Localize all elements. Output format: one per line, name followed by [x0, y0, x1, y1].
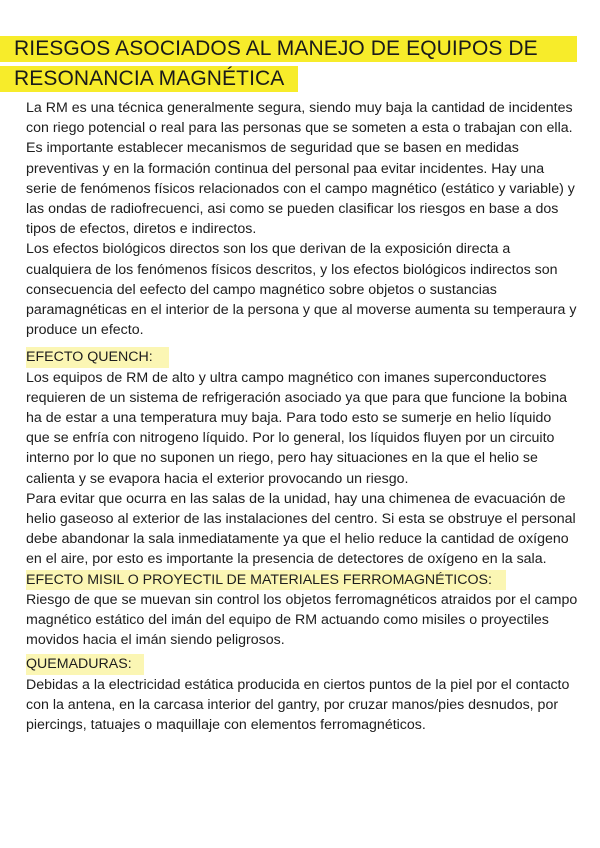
page-title-line-1 — [0, 36, 577, 62]
page-title-text-2: RESONANCIA MAGNÉTICA — [14, 67, 285, 90]
section-paragraph: Debidas a la electricidad estática producida en ciertos puntos de la piel por el contacto con la antena, en la carcasa interior del gantry, por cruzar manos/pies desnudos, por piercings, tatuajes o maquillaje con elementos ferromagnéticos. — [26, 676, 570, 734]
section-paragraph: Los equipos de RM de alto y ultra campo magnético con imanes superconductores requieren de un sistema de refrigeración asociado ya que para que funcione la bobina ha de estar a una temperatura muy baja. Para todo esto se sumerje en helio líquido que se enfría con nitrogeno líquido. Por lo general, los líquidos fluyen por un circuito interno por lo que no suponen un riego, pero hay situaciones en la que el helio se calienta y se evapora hacia el exterior provocando un riesgo. — [26, 369, 568, 487]
section-heading: QUEMADURAS: — [26, 654, 144, 674]
intro-paragraph: Los efectos biológicos directos son los que derivan de la exposición directa a cualquiera de los fenómenos físicos descritos, y los efectos biológicos indirectos son consecuencia del eefecto del campo magnético sobre objetos o sustancias paramagnéticas en el interior de la persona y que al moverse aumenta su temperaura y produce un efecto. — [26, 241, 577, 339]
section-misil — [26, 570, 578, 651]
page-title-line-2 — [0, 66, 298, 92]
section-paragraph: Para evitar que ocurra en las salas de la unidad, hay una chimenea de evacuación de helio gaseoso al exterior de las instalaciones del centro. Si esta se obstruye el personal debe abandonar la sala inmediatamente ya que el helio reduce la cantidad de oxígeno en el aire, por esto es importante la presencia de detectores de oxígeno en la sala. — [26, 490, 576, 568]
section-quench — [26, 340, 578, 569]
document-body — [26, 98, 578, 735]
section-quemaduras — [26, 654, 578, 735]
intro-paragraph: Es importante establecer mecanismos de seguridad que se basen en medidas preventivas y en la formación continua del personal paa evitar incidentes. Hay una serie de fenómenos físicos relacionados con el campo magnético (estático y variable) y las ondas de radiofrecuenci, asi como se pueden clasificar los riesgos en base a dos tipos de efectos, diretos e indirectos. — [26, 140, 575, 238]
section-heading: EFECTO MISIL O PROYECTIL DE MATERIALES FERROMAGNÉTICOS: — [26, 570, 506, 590]
intro-paragraph: La RM es una técnica generalmente segura, siendo muy baja la cantidad de incidentes con riego potencial o real para las personas que se someten a esta o trabajan con ella. — [26, 100, 573, 137]
section-heading: EFECTO QUENCH: — [26, 347, 169, 367]
section-paragraph: Riesgo de que se muevan sin control los objetos ferromagnéticos atraidos por el campo magnético estático del imán del equipo de RM actuando como misiles o proyectiles movidos hacia el imán siendo peligrosos. — [26, 591, 578, 649]
page-title-text-1: RIESGOS ASOCIADOS AL MANEJO DE EQUIPOS DE — [14, 37, 538, 60]
